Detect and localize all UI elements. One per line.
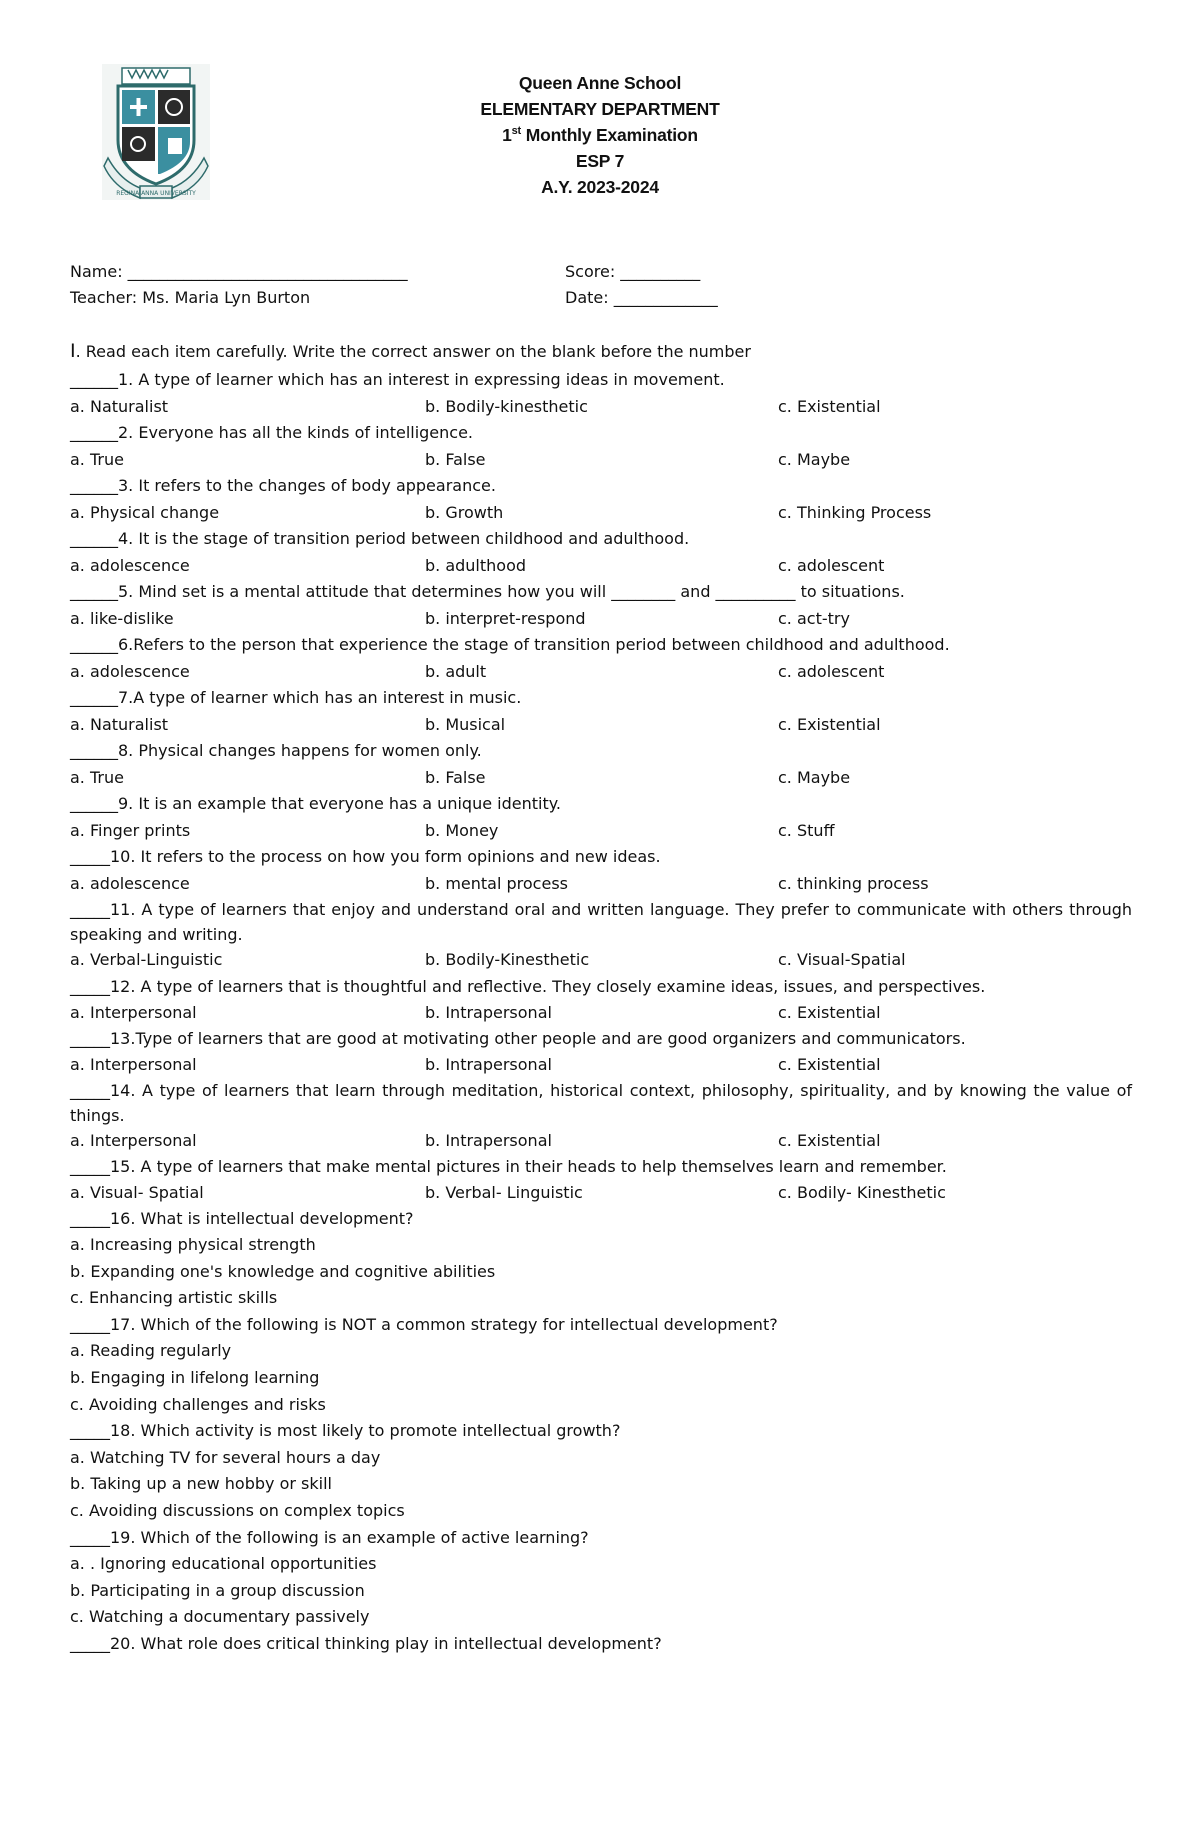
- option-c: c. Watching a documentary passively: [70, 1607, 370, 1627]
- option-b: b. Intrapersonal: [425, 1130, 552, 1150]
- option-b: b. Taking up a new hobby or skill: [70, 1474, 332, 1494]
- option-a: a. Verbal-Linguistic: [70, 950, 223, 969]
- option-a: a. Naturalist: [70, 714, 169, 734]
- option-b: b. False: [425, 767, 486, 787]
- exam-ordinal: 1: [502, 125, 512, 145]
- option-b: b. mental process: [425, 873, 568, 893]
- option-c: c. adolescent: [778, 555, 885, 575]
- option-a: a. Interpersonal: [70, 1002, 197, 1022]
- option-b: b. interpret-respond: [425, 608, 586, 628]
- option-b: b. Musical: [425, 714, 506, 734]
- question-18: _____18. Which activity is most likely to promote intellectual growth?: [70, 1421, 621, 1441]
- option-c: c. Existential: [778, 714, 881, 734]
- question-14: _____14. A type of learners that learn through meditation, historical context, philosophy, spirituality, and by knowing the value of things.: [70, 1080, 1132, 1125]
- question-13: _____13.Type of learners that are good at motivating other people and are good organizers and communicators.: [70, 1028, 966, 1048]
- academic-year: A.Y. 2023-2024: [541, 177, 659, 197]
- options-15: [70, 1180, 1132, 1206]
- question-9: ______9. It is an example that everyone has a unique identity.: [70, 794, 561, 813]
- option-a: a. Reading regularly: [70, 1341, 232, 1361]
- option-a: a. Naturalist: [70, 396, 169, 416]
- option-c: c. adolescent: [778, 661, 885, 681]
- department-name: ELEMENTARY DEPARTMENT: [480, 99, 720, 119]
- options-6: [70, 659, 1132, 686]
- option-c: c. Existential: [778, 1130, 881, 1150]
- option-a: a. Increasing physical strength: [70, 1235, 316, 1255]
- option-a: a. Finger prints: [70, 820, 191, 840]
- questions-1-10: [70, 367, 1132, 897]
- option-b: b. adult: [425, 661, 487, 681]
- options-9: [70, 818, 1132, 845]
- option-b: b. Bodily-kinesthetic: [425, 396, 588, 416]
- option-a: a. Visual- Spatial: [70, 1182, 204, 1202]
- option-b: b. Verbal- Linguistic: [425, 1182, 583, 1202]
- school-crest-logo: [100, 62, 212, 202]
- question-6: ______6.Refers to the person that experience the stage of transition period between childhood and adulthood.: [70, 635, 950, 654]
- option-c: c. Maybe: [778, 449, 851, 469]
- options-11: [70, 947, 1132, 974]
- question-8: ______8. Physical changes happens for women only.: [70, 741, 482, 760]
- question-16: _____16. What is intellectual development?: [70, 1208, 414, 1228]
- option-c: c. Avoiding challenges and risks: [70, 1394, 326, 1414]
- option-b: b. Participating in a group discussion: [70, 1580, 365, 1600]
- options-2: [70, 447, 1132, 474]
- option-a: a. . Ignoring educational opportunities: [70, 1554, 377, 1574]
- question-7: ______7.A type of learner which has an interest in music.: [70, 688, 522, 707]
- question-17: _____17. Which of the following is NOT a common strategy for intellectual development?: [70, 1314, 778, 1334]
- option-a: a. adolescence: [70, 873, 190, 893]
- question-4: ______4. It is the stage of transition period between childhood and adulthood.: [70, 529, 690, 548]
- options-1: [70, 394, 1132, 421]
- logo-text: REGINA ANNA UNIVERSITY: [116, 190, 196, 197]
- question-5: ______5. Mind set is a mental attitude that determines how you will ________ and __________ to situations.: [70, 582, 905, 601]
- question-20: _____20. What role does critical thinking play in intellectual development?: [70, 1634, 662, 1653]
- option-c: c. thinking process: [778, 873, 929, 893]
- option-c: c. Visual-Spatial: [778, 950, 906, 969]
- exam-title-text: Monthly Examination: [525, 125, 698, 145]
- question-3: ______3. It refers to the changes of body appearance.: [70, 476, 496, 495]
- option-c: c. Existential: [778, 1054, 881, 1074]
- option-b: b. Bodily-Kinesthetic: [425, 950, 590, 969]
- options-3: [70, 500, 1132, 527]
- question-19: _____19. Which of the following is an example of active learning?: [70, 1527, 589, 1547]
- option-b: b. Engaging in lifelong learning: [70, 1368, 320, 1388]
- option-c: c. Existential: [778, 396, 881, 416]
- option-c: c. Thinking Process: [778, 502, 932, 522]
- student-info: [70, 259, 1130, 311]
- question-10: _____10. It refers to the process on how you form opinions and new ideas.: [70, 847, 661, 866]
- options-13: [70, 1052, 1132, 1078]
- option-b: b. Money: [425, 820, 499, 840]
- question-12: _____12. A type of learners that is thoughtful and reflective. They closely examine ideas, issues, and perspectives.: [70, 976, 986, 996]
- option-c: c. Avoiding discussions on complex topics: [70, 1501, 405, 1521]
- option-c: c. Maybe: [778, 767, 851, 787]
- option-c: c. Existential: [778, 1002, 881, 1022]
- option-c: c. Bodily- Kinesthetic: [778, 1182, 946, 1202]
- option-b: b. False: [425, 449, 486, 469]
- option-a: a. adolescence: [70, 661, 190, 681]
- instructions-text: . Read each item carefully. Write the correct answer on the blank before the number: [75, 342, 751, 361]
- score-field[interactable]: Score: __________: [565, 262, 701, 281]
- options-14: [70, 1128, 1132, 1154]
- option-b: b. adulthood: [425, 555, 527, 575]
- option-b: b. Intrapersonal: [425, 1054, 552, 1074]
- option-c: c. Stuff: [778, 820, 835, 840]
- school-name: Queen Anne School: [518, 73, 682, 93]
- teacher-label: Teacher: Ms. Maria Lyn Burton: [70, 288, 311, 307]
- option-a: a. True: [70, 449, 124, 469]
- name-field[interactable]: Name: ___________________________________: [70, 262, 408, 281]
- subject-name: ESP 7: [575, 151, 625, 171]
- option-a: a. True: [70, 767, 124, 787]
- option-c: c. act-try: [778, 608, 850, 628]
- exam-title: [300, 122, 900, 148]
- option-b: b. Growth: [425, 502, 504, 522]
- date-field[interactable]: Date: _____________: [565, 288, 718, 307]
- options-5: [70, 606, 1132, 633]
- option-a: a. adolescence: [70, 555, 190, 575]
- question-15: _____15. A type of learners that make mental pictures in their heads to help themselves learn and remember.: [70, 1156, 947, 1176]
- option-a: a. like-dislike: [70, 608, 174, 628]
- options-4: [70, 553, 1132, 580]
- option-b: b. Intrapersonal: [425, 1002, 552, 1022]
- options-8: [70, 765, 1132, 792]
- exam-content: [70, 336, 1132, 1658]
- question-1: ______1. A type of learner which has an interest in expressing ideas in movement.: [70, 370, 725, 389]
- option-a: a. Interpersonal: [70, 1130, 197, 1150]
- question-11: _____11. A type of learners that enjoy and understand oral and written language. They prefer to communicate with others through speaking and writing.: [70, 900, 1132, 944]
- options-10: [70, 871, 1132, 898]
- option-c: c. Enhancing artistic skills: [70, 1288, 278, 1308]
- instructions: [70, 336, 1132, 367]
- option-a: a. Physical change: [70, 502, 220, 522]
- options-12: [70, 1000, 1132, 1026]
- exam-ordinal-suffix: st: [511, 125, 522, 138]
- option-a: a. Watching TV for several hours a day: [70, 1447, 381, 1467]
- option-a: a. Interpersonal: [70, 1054, 197, 1074]
- section-number: I: [70, 340, 76, 362]
- question-2: ______2. Everyone has all the kinds of intelligence.: [70, 423, 474, 442]
- option-b: b. Expanding one's knowledge and cognitive abilities: [70, 1261, 496, 1281]
- options-7: [70, 712, 1132, 739]
- exam-header: [300, 70, 900, 200]
